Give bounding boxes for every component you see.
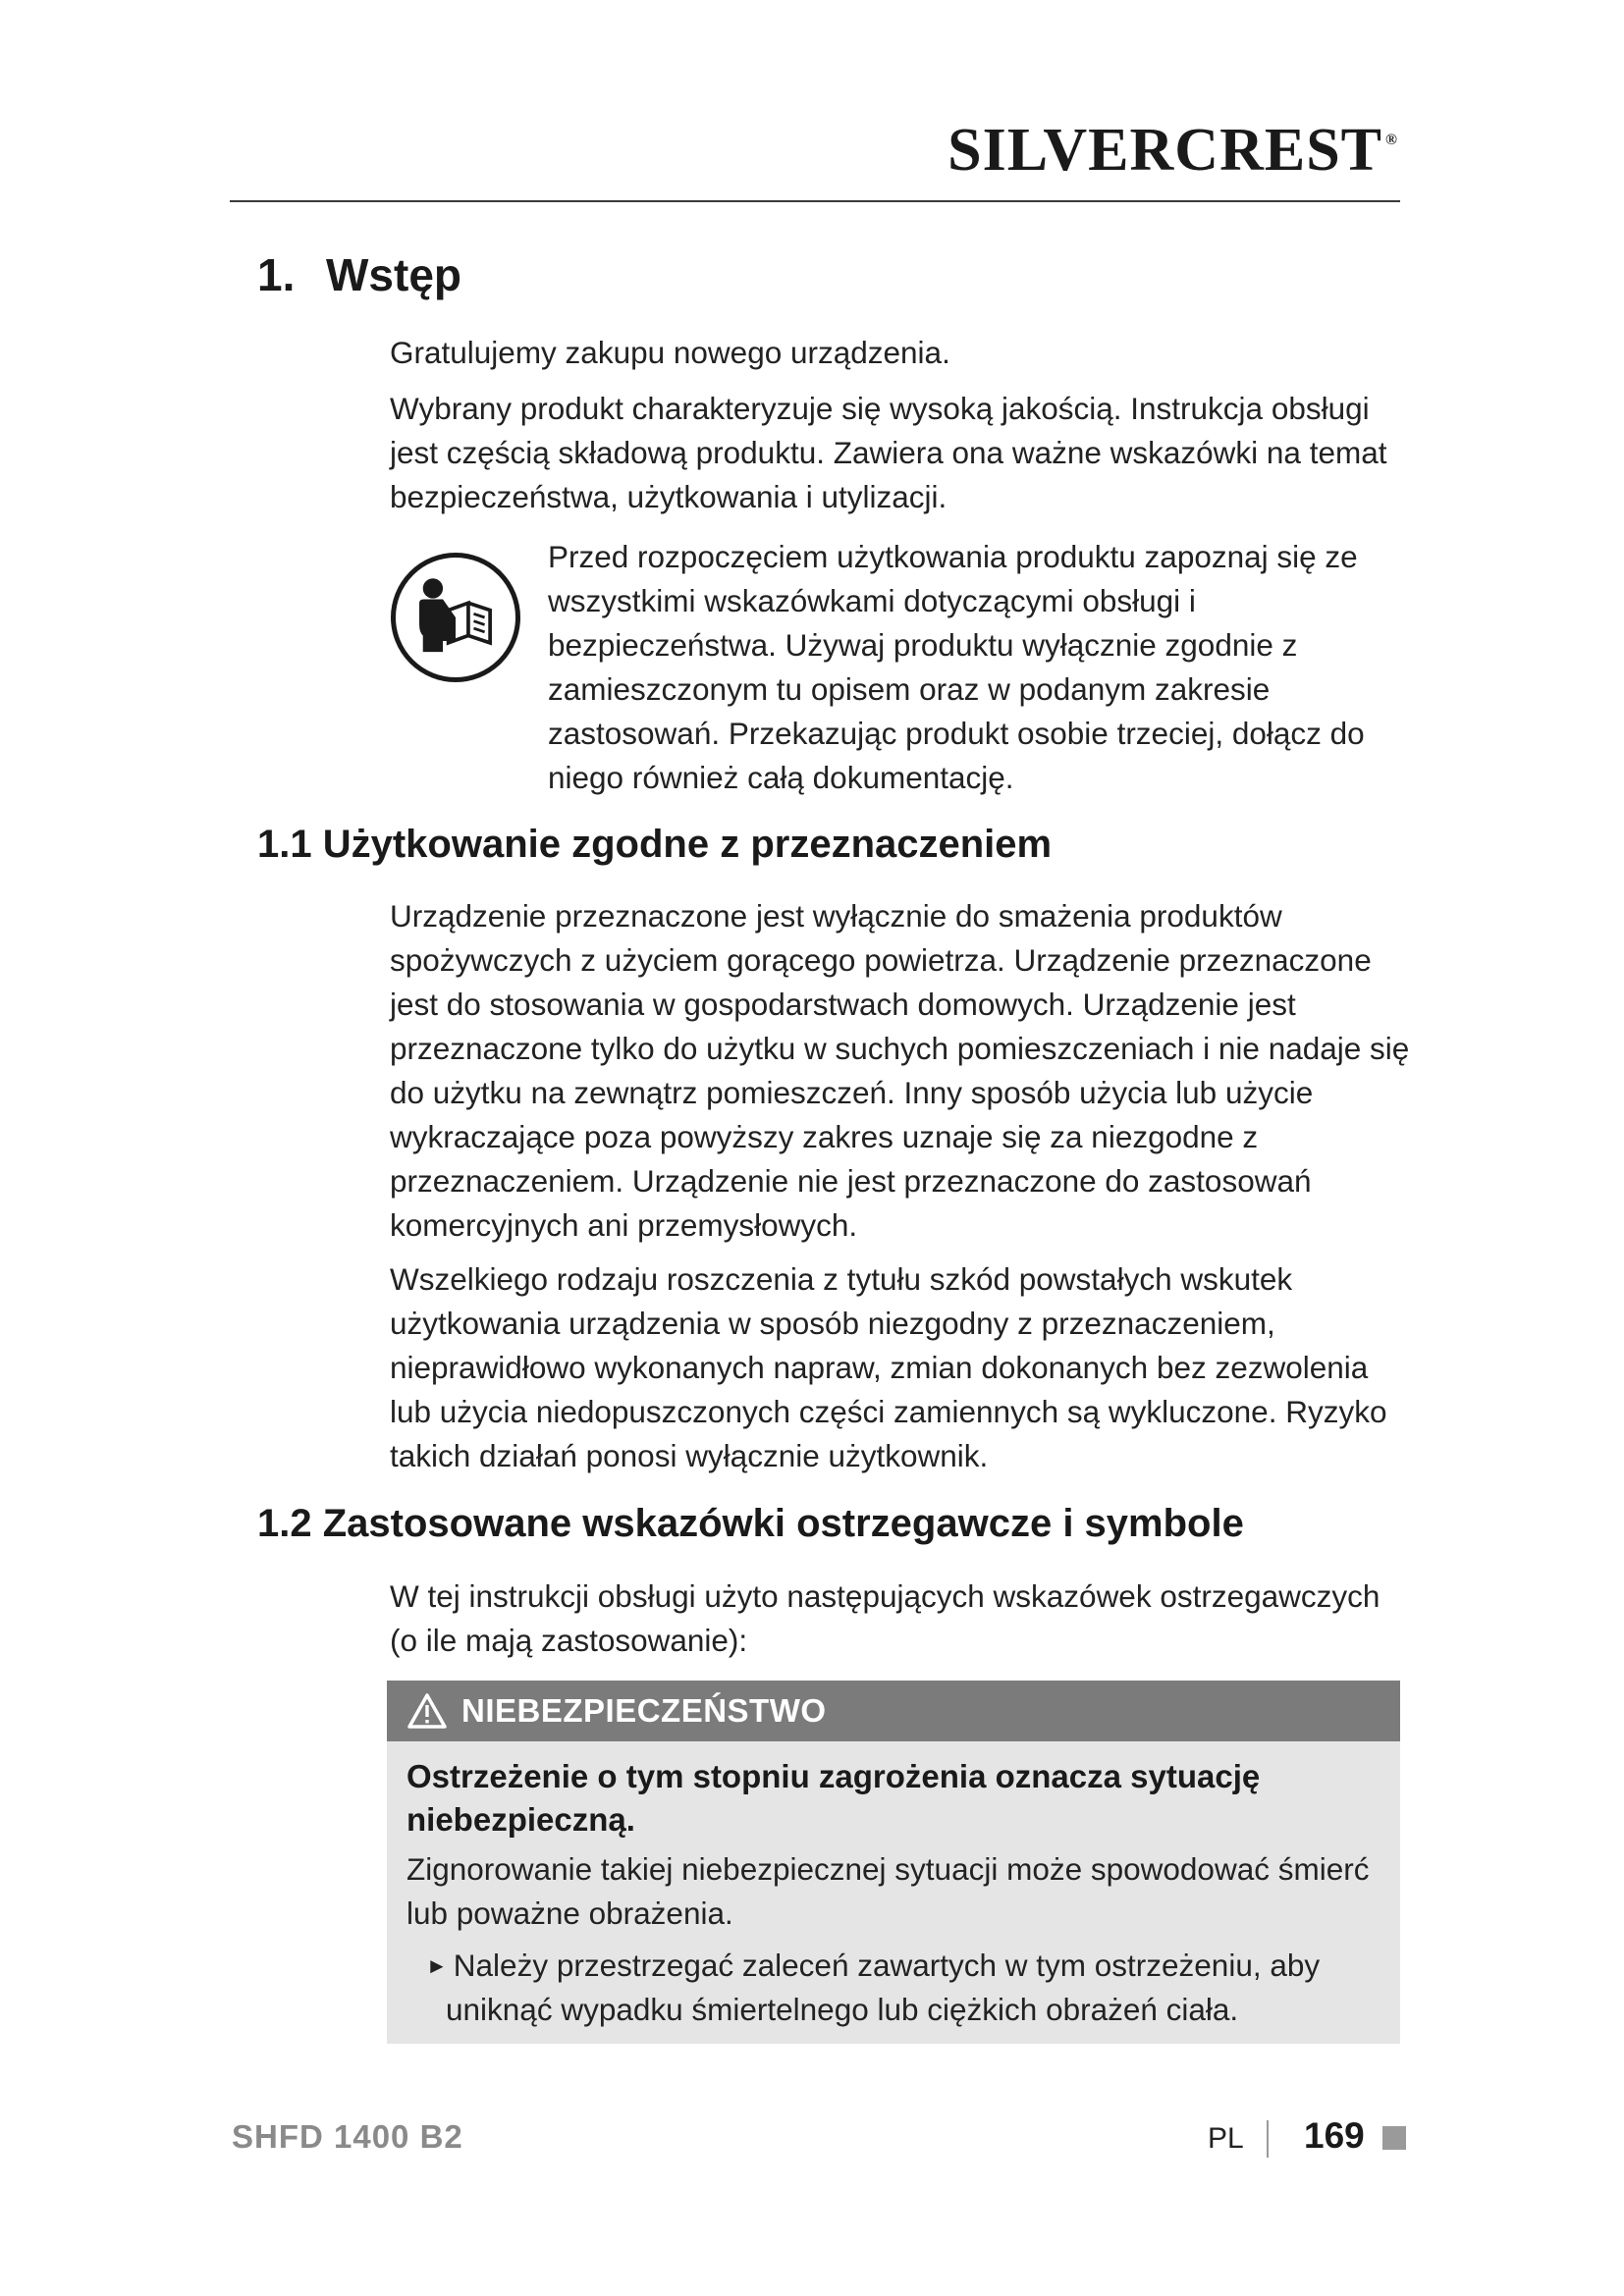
registered-mark-icon: ® [1385,132,1398,148]
logo-part-silver: SILVER [947,117,1175,184]
intro-paragraph-1: Gratulujemy zakupu nowego urządzenia. [390,335,950,370]
intro-paragraph-2: Wybrany produkt charakteryzuje się wysoką jakością. Instrukcja obsługi jest częścią składową produktu. Zawiera ona ważne wskazówki na temat bezpieczeństwa, użytkowania i utylizacji. [390,391,1387,514]
section-1-2-heading: 1.2 Zastosowane wskazówki ostrzegawcze i symbole [257,1502,1244,1545]
danger-bold-text: Ostrzeżenie o tym stopniu zagrożenia oznacza sytuację niebezpieczną. [406,1758,1261,1838]
danger-body-text: Zignorowanie takiej niebezpiecznej sytuacji może spowodować śmierć lub poważne obrażenia. [406,1851,1370,1931]
page-number: 169 [1304,2115,1365,2156]
arrow-right-icon: ► [426,1953,448,1978]
brand-logo [947,116,1398,186]
section-1-1-heading: 1.1 Użytkowanie zgodne z przeznaczeniem [257,823,1053,866]
logo-part-crest: CREST [1174,117,1383,184]
danger-warning-box [387,1681,1400,2044]
square-marker-icon [1382,2126,1406,2150]
intended-use-paragraph-1: Urządzenie przeznaczone jest wyłącznie do smażenia produktów spożywczych z użyciem gorącego powietrza. Urządzenie przeznaczone jest do stosowania w gospodarstwach domowych. Urządzenie jest przeznaczone tylko do użytku w suchych pomieszczeniach i nie nadaje się do użytku na zewnątrz pomieszczeń. Inny sposób użycia lub użycie wykraczające poza powyższy zakres uznaje się za niezgodne z przeznaczeniem. Urządzenie nie jest przeznaczone do zastosowań komercyjnych ani przemysłowych. [390,898,1410,1243]
warnings-intro-paragraph: W tej instrukcji obsługi użyto następujących wskazówek ostrzegawczych (o ile mają zastosowanie): [390,1578,1380,1658]
footer-language: PL [1208,2122,1244,2155]
warning-triangle-icon [406,1692,448,1730]
header-rule [230,200,1400,202]
footer-divider [1267,2120,1269,2158]
safety-notice-text: Przed rozpoczęciem użytkowania produktu zapoznaj się ze wszystkimi wskazówkami dotyczącymi obsługi i bezpieczeństwa. Używaj produktu wyłącznie zgodnie z zamieszczonym tu opisem oraz w podanym zakresie zastosowań. Przekazując produkt osobie trzeciej, dołącz do niego również całą dokumentację. [548,539,1365,795]
section-title: Wstęp [326,249,461,300]
intended-use-paragraph-2: Wszelkiego rodzaju roszczenia z tytułu szkód powstałych wskutek użytkowania urządzenia w sposób niezgodny z przeznaczeniem, nieprawidłowo wykonanych napraw, zmian dokonanych bez zezwolenia lub użycia niedopuszczonych części zamiennych są wykluczone. Ryzyko takich działań ponosi wyłącznie użytkownik. [390,1261,1387,1473]
read-manual-icon [391,553,520,682]
danger-bullet-text: Należy przestrzegać zaleceń zawartych w tym ostrzeżeniu, aby uniknąć wypadku śmiertelnego lub ciężkich obrażeń ciała. [446,1948,1321,2027]
section-number: 1. [257,249,296,300]
danger-bullet-item [426,1944,1380,2032]
danger-label: NIEBEZPIECZEŃSTWO [461,1692,827,1729]
danger-header [387,1681,1400,1741]
section-1-heading [257,248,461,301]
footer-model: SHFD 1400 B2 [232,2118,463,2155]
